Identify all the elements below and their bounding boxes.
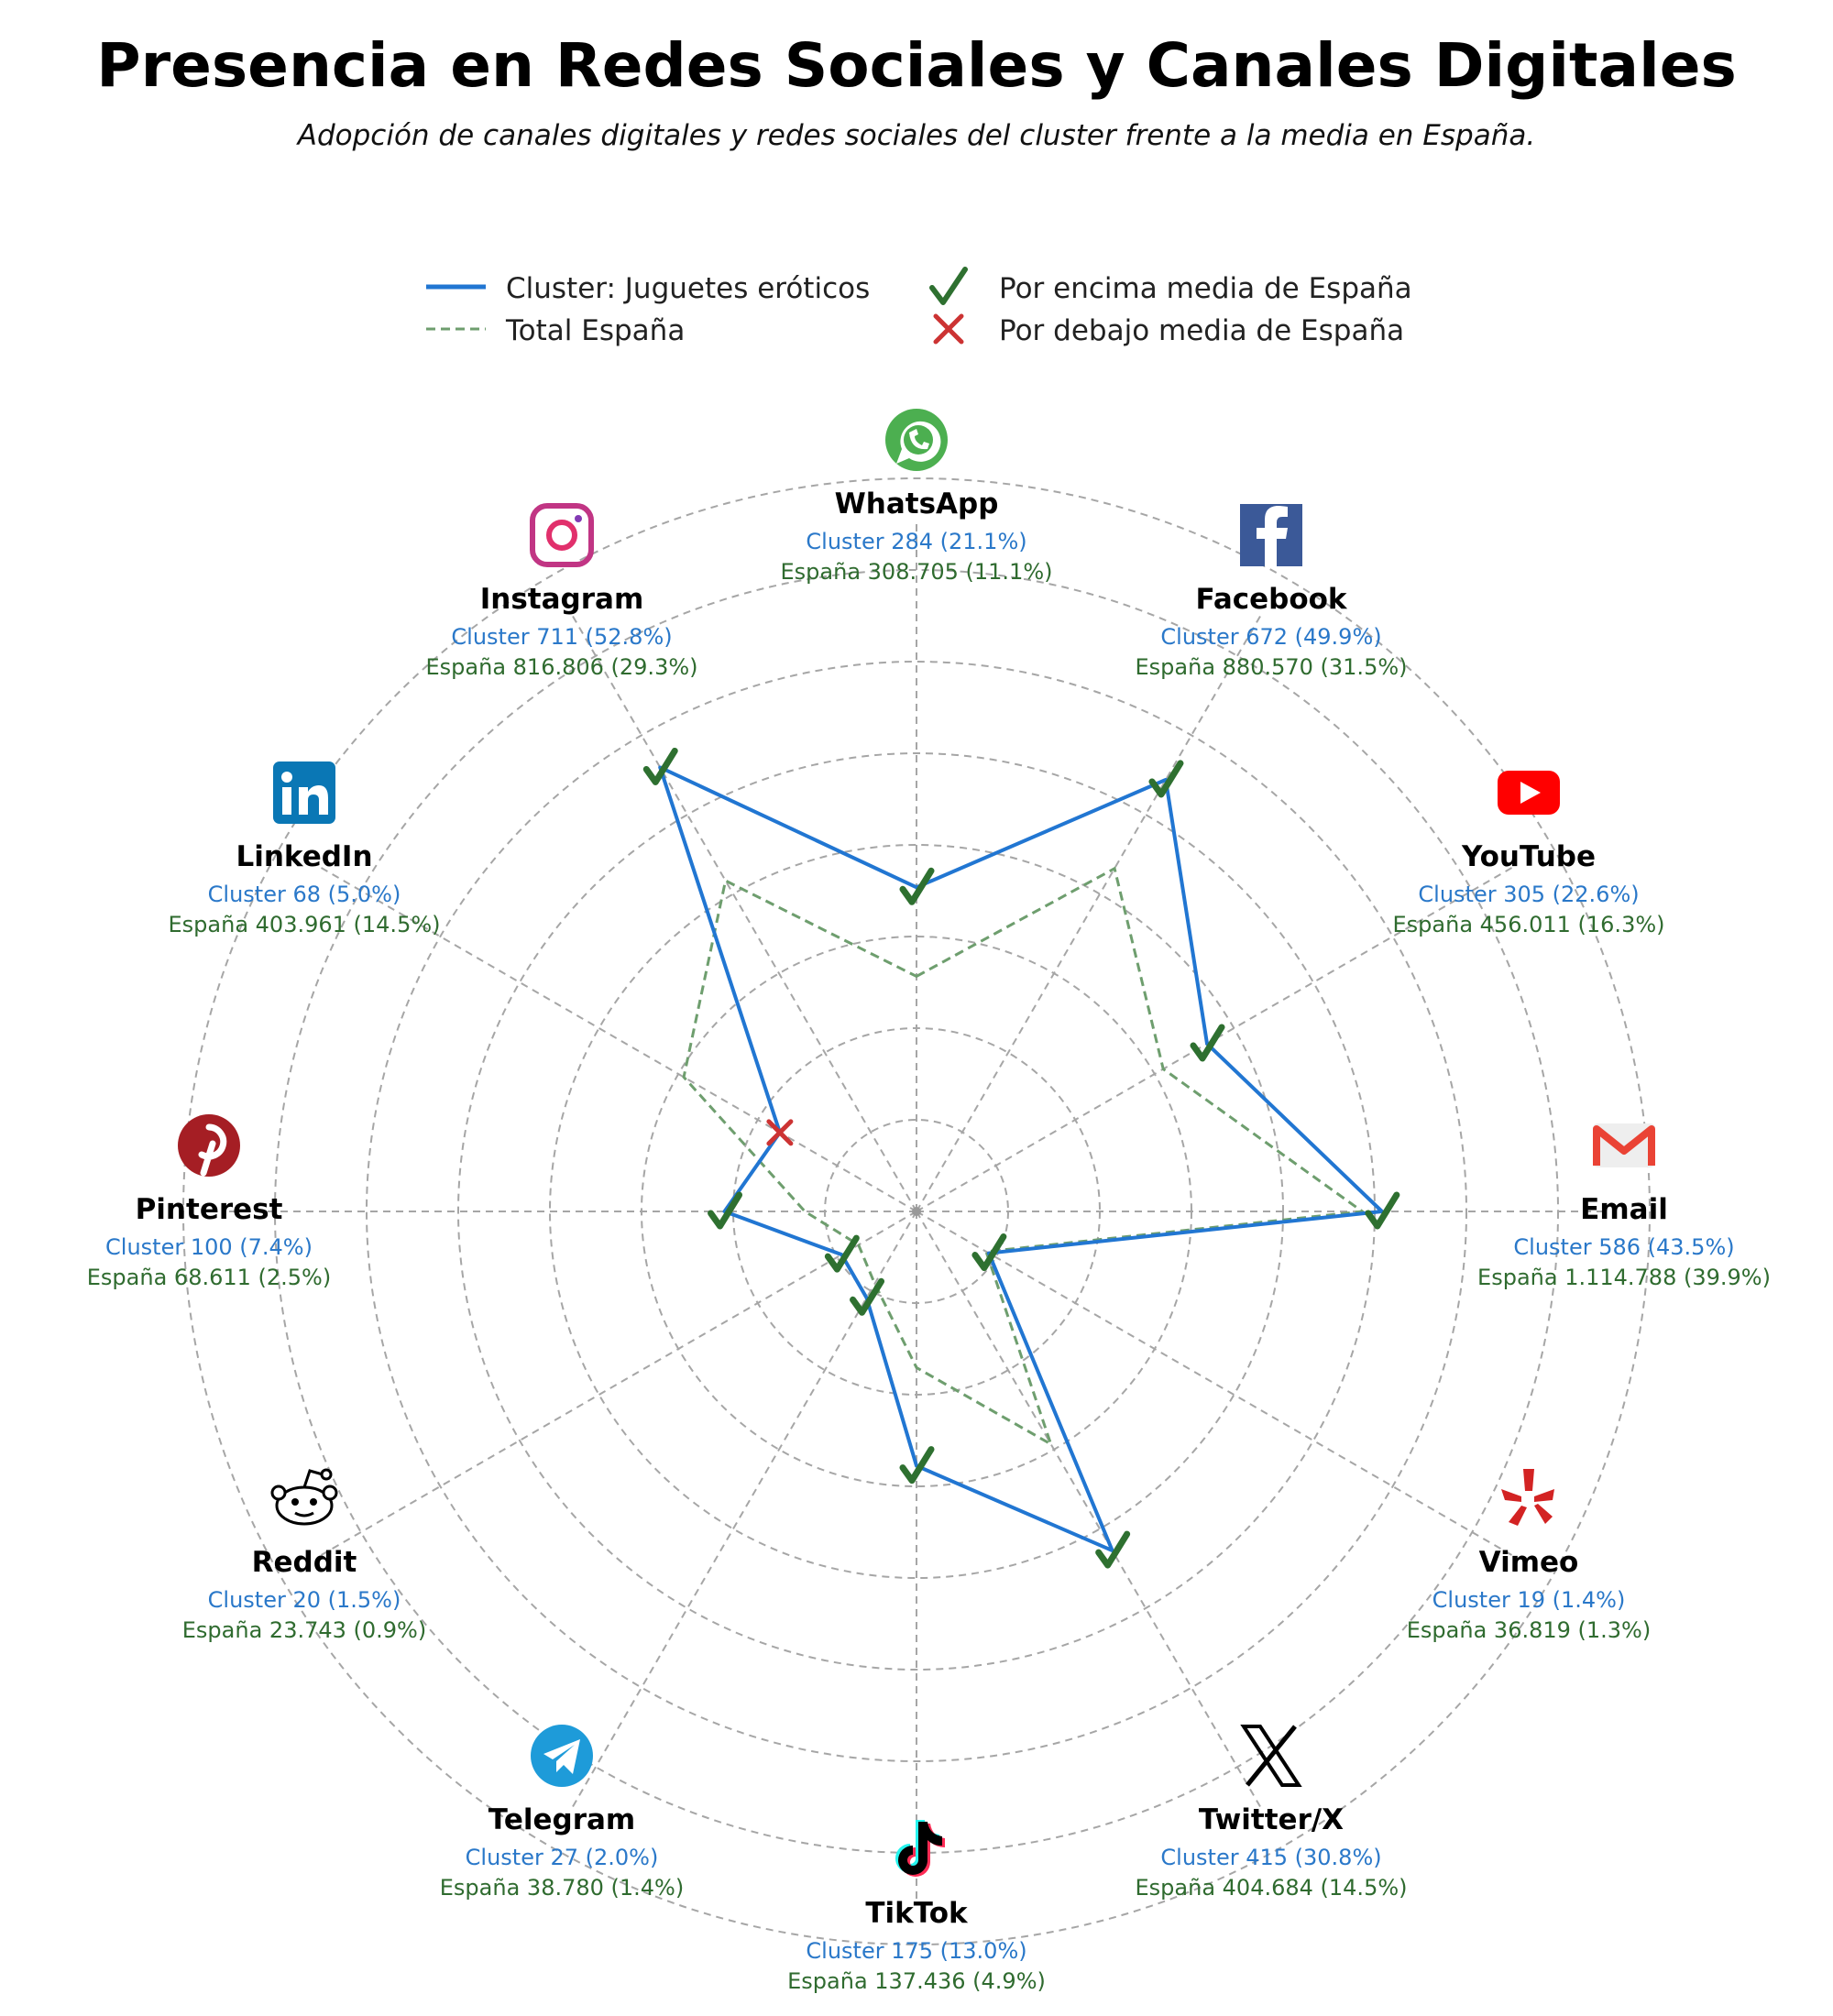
- legend-check-icon: [932, 269, 965, 302]
- axis-label-name: WhatsApp: [834, 488, 999, 520]
- legend-cross-icon: [936, 316, 961, 342]
- axis-label-spain: España 308.705 (11.1%): [780, 559, 1053, 585]
- grid-spoke: [916, 1211, 1260, 1807]
- axis-label-spain: España 36.819 (1.3%): [1406, 1617, 1652, 1643]
- axis-label-name: Pinterest: [135, 1193, 283, 1226]
- axis-label-cluster: Cluster 100 (7.4%): [105, 1234, 313, 1260]
- axis-label-cluster: Cluster 284 (21.1%): [806, 529, 1027, 554]
- axis-label-name: Facebook: [1195, 583, 1347, 616]
- radar-series: [660, 767, 1382, 1550]
- axis-label-cluster: Cluster 672 (49.9%): [1160, 624, 1382, 650]
- axis-label-cluster: Cluster 68 (5.0%): [207, 882, 401, 907]
- axis-label-cluster: Cluster 27 (2.0%): [465, 1845, 659, 1870]
- axis-label-spain: España 23.743 (0.9%): [181, 1617, 427, 1643]
- telegram-icon: [531, 1725, 593, 1787]
- chart-subtitle: Adopción de canales digitales y redes sociales del cluster frente a la media en España.: [297, 119, 1536, 152]
- reddit-icon: [272, 1470, 336, 1524]
- grid-spoke: [916, 616, 1260, 1211]
- grid-spoke: [573, 616, 916, 1211]
- grid-spoke: [321, 1211, 916, 1555]
- axis-label-name: Telegram: [488, 1803, 636, 1836]
- axis-label-spain: España 880.570 (31.5%): [1135, 654, 1408, 680]
- facebook-icon: [1240, 504, 1302, 566]
- series-total-espana: [684, 869, 1362, 1444]
- axis-label-name: YouTube: [1462, 840, 1596, 873]
- axis-label-name: Twitter/X: [1198, 1803, 1345, 1836]
- axis-label-cluster: Cluster 711 (52.8%): [451, 624, 673, 650]
- axis-labels: [87, 409, 1771, 1994]
- axis-label-cluster: Cluster 175 (13.0%): [806, 1938, 1027, 1964]
- x-icon: [1244, 1726, 1299, 1785]
- whatsapp-icon: [885, 409, 948, 471]
- tiktok-icon: [895, 1820, 945, 1877]
- legend: [426, 269, 1412, 347]
- vimeo-icon: [1501, 1469, 1554, 1526]
- instagram-icon: [532, 506, 591, 564]
- axis-label-cluster: Cluster 415 (30.8%): [1160, 1845, 1382, 1870]
- below-cross-icon: [769, 1122, 791, 1144]
- pinterest-icon: [178, 1114, 240, 1177]
- radar-grid: [183, 478, 1650, 1945]
- axis-label-cluster: Cluster 586 (43.5%): [1513, 1234, 1735, 1260]
- axis-label-spain: España 38.780 (1.4%): [439, 1875, 685, 1901]
- axis-label-name: TikTok: [865, 1897, 968, 1930]
- axis-label-name: Email: [1580, 1193, 1668, 1226]
- axis-label-cluster: Cluster 305 (22.6%): [1418, 882, 1640, 907]
- axis-label-spain: España 68.611 (2.5%): [86, 1265, 332, 1290]
- series-cluster: [660, 767, 1382, 1550]
- axis-label-cluster: Cluster 20 (1.5%): [207, 1587, 401, 1613]
- youtube-icon: [1498, 771, 1560, 815]
- linkedin-icon: [273, 761, 335, 824]
- axis-label-name: Reddit: [251, 1546, 357, 1579]
- axis-label-name: Vimeo: [1478, 1546, 1579, 1579]
- legend-cluster-label: Cluster: Juguetes eróticos: [506, 272, 871, 305]
- axis-label-spain: España 816.806 (29.3%): [425, 654, 698, 680]
- axis-label-cluster: Cluster 19 (1.4%): [1432, 1587, 1626, 1613]
- axis-label-spain: España 403.961 (14.5%): [168, 912, 441, 937]
- chart-title: Presencia en Redes Sociales y Canales Digitales: [96, 30, 1737, 101]
- gmail-icon: [1593, 1123, 1655, 1167]
- legend-spain-label: Total España: [506, 314, 686, 347]
- axis-label-name: Instagram: [479, 583, 644, 616]
- grid-spoke: [573, 1211, 916, 1807]
- radar-center: [912, 1207, 921, 1216]
- axis-label-spain: España 1.114.788 (39.9%): [1477, 1265, 1771, 1290]
- legend-above-label: Por encima media de España: [999, 272, 1412, 305]
- axis-label-spain: España 137.436 (4.9%): [787, 1968, 1046, 1994]
- radar-markers: [646, 751, 1397, 1565]
- axis-label-spain: España 456.011 (16.3%): [1392, 912, 1665, 937]
- legend-below-label: Por debajo media de España: [999, 314, 1405, 347]
- axis-label-name: LinkedIn: [236, 840, 373, 873]
- axis-label-spain: España 404.684 (14.5%): [1135, 1875, 1408, 1901]
